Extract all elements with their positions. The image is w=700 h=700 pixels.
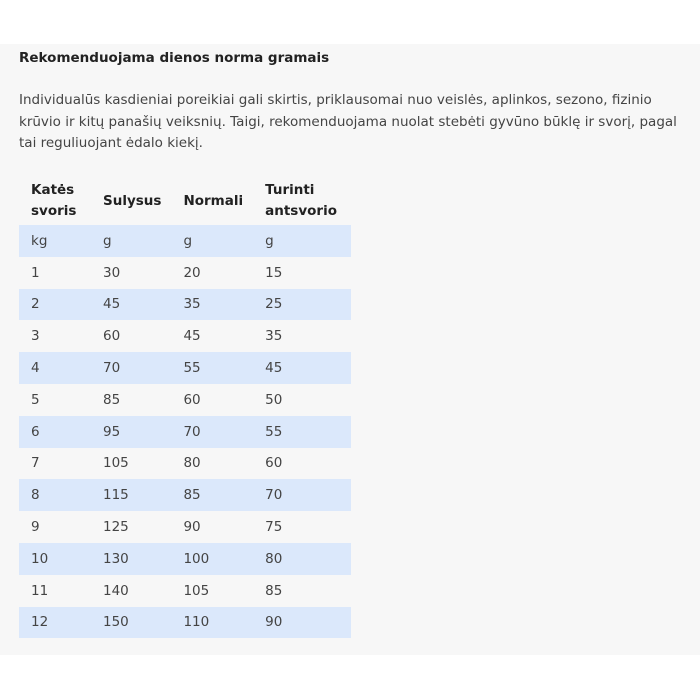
table-body <box>19 225 351 638</box>
table-row <box>19 511 351 543</box>
header-normal: Normali <box>183 192 244 209</box>
cell-slim: 125 <box>103 519 129 536</box>
cell-normal: 55 <box>171 352 253 384</box>
cell-slim: 150 <box>91 607 171 639</box>
table-row <box>19 352 351 384</box>
cell-slim: 30 <box>103 264 121 281</box>
section-title: Rekomenduojama dienos norma gramais <box>19 50 330 66</box>
table-header-row <box>19 177 351 225</box>
cell-weight: 5 <box>31 391 40 408</box>
header-slim: Sulysus <box>103 192 162 209</box>
table-row <box>19 320 351 352</box>
table-row <box>19 575 351 607</box>
table-row <box>19 384 351 416</box>
cell-overweight: g <box>253 225 351 257</box>
cell-weight: 4 <box>19 352 91 384</box>
table-row <box>19 448 351 480</box>
cell-overweight: 90 <box>253 607 351 639</box>
cell-weight: 6 <box>19 416 91 448</box>
header-overweight-line2: antsvorio <box>265 203 337 219</box>
cell-slim: 85 <box>103 391 121 408</box>
cell-slim: 130 <box>91 543 171 575</box>
cell-weight: 9 <box>31 519 40 536</box>
cell-normal: 90 <box>183 519 201 536</box>
header-cat-weight <box>19 177 91 225</box>
feeding-info-panel <box>0 44 700 655</box>
cell-slim: g <box>91 225 171 257</box>
cell-weight: 7 <box>31 455 40 472</box>
header-overweight <box>253 177 351 225</box>
table-row <box>19 416 351 448</box>
cell-weight: kg <box>19 225 91 257</box>
daily-norm-table <box>19 177 351 638</box>
cell-normal: 45 <box>183 328 201 345</box>
cell-overweight: 50 <box>265 391 283 408</box>
cell-overweight: 45 <box>253 352 351 384</box>
cell-weight: 3 <box>31 328 40 345</box>
table-row <box>19 543 351 575</box>
cell-normal: 105 <box>183 582 210 599</box>
cell-weight: 12 <box>19 607 91 639</box>
cell-slim: 70 <box>91 352 171 384</box>
cell-normal: g <box>171 225 253 257</box>
header-cat-weight-line1: Katės <box>31 182 75 198</box>
cell-slim: 60 <box>103 328 121 345</box>
table-row <box>19 289 351 321</box>
cell-overweight: 75 <box>265 519 283 536</box>
header-cat-weight-line2: svoris <box>31 203 77 219</box>
cell-overweight: 35 <box>265 328 283 345</box>
table-row <box>19 479 351 511</box>
cell-weight: 10 <box>19 543 91 575</box>
table-row <box>19 607 351 639</box>
cell-overweight: 60 <box>265 455 283 472</box>
intro-paragraph: Individualūs kasdieniai poreikiai gali skirtis, priklausomai nuo veislės, aplinkos, sezono, fizinio krūvio ir kitų panašių veiksnių. Taigi, rekomenduojama nuolat stebėti gyvūno būklę ir svorį, pagal tai reguliuojant ėdalo kiekį. <box>19 92 677 151</box>
cell-overweight: 25 <box>253 289 351 321</box>
cell-weight: 8 <box>19 479 91 511</box>
cell-slim: 105 <box>103 455 129 472</box>
cell-weight: 11 <box>31 582 49 599</box>
cell-overweight: 80 <box>253 543 351 575</box>
header-overweight-line1: Turinti <box>265 182 315 198</box>
cell-slim: 95 <box>91 416 171 448</box>
cell-overweight: 55 <box>253 416 351 448</box>
cell-normal: 85 <box>171 479 253 511</box>
cell-normal: 100 <box>171 543 253 575</box>
cell-normal: 35 <box>171 289 253 321</box>
cell-normal: 70 <box>171 416 253 448</box>
cell-normal: 20 <box>183 264 201 281</box>
cell-overweight: 70 <box>253 479 351 511</box>
cell-slim: 45 <box>91 289 171 321</box>
cell-weight: 1 <box>31 264 40 281</box>
cell-weight: 2 <box>19 289 91 321</box>
cell-overweight: 85 <box>265 582 283 599</box>
cell-normal: 110 <box>171 607 253 639</box>
cell-slim: 140 <box>103 582 129 599</box>
cell-normal: 80 <box>183 455 201 472</box>
cell-overweight: 15 <box>265 264 283 281</box>
cell-slim: 115 <box>91 479 171 511</box>
cell-normal: 60 <box>183 391 201 408</box>
table-row <box>19 257 351 289</box>
table-row <box>19 225 351 257</box>
